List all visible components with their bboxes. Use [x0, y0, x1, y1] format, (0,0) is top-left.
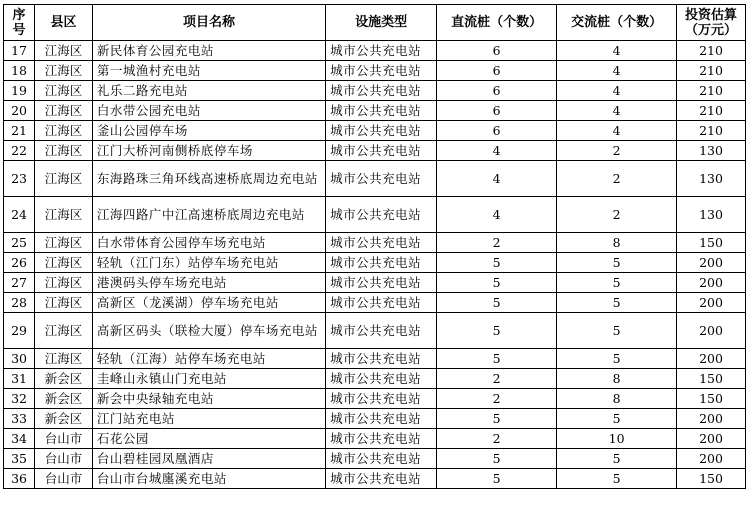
cell-investment: 130	[677, 141, 746, 161]
cell-ac-count: 4	[557, 101, 677, 121]
cell-ac-count: 4	[557, 61, 677, 81]
cell-county: 江海区	[35, 161, 93, 197]
cell-project-name: 新会中央绿轴充电站	[92, 389, 325, 409]
table-row	[4, 389, 746, 409]
cell-seq: 32	[4, 389, 35, 409]
cell-investment: 150	[677, 389, 746, 409]
cell-project-name: 礼乐二路充电站	[92, 81, 325, 101]
cell-project-name: 港澳码头停车场充电站	[92, 273, 325, 293]
cell-facility-type: 城市公共充电站	[326, 449, 437, 469]
cell-seq: 30	[4, 349, 35, 369]
cell-county: 江海区	[35, 121, 93, 141]
cell-project-name: 轻轨（江海）站停车场充电站	[92, 349, 325, 369]
document-page	[3, 4, 746, 489]
cell-seq: 35	[4, 449, 35, 469]
cell-ac-count: 5	[557, 313, 677, 349]
cell-county: 新会区	[35, 369, 93, 389]
cell-dc-count: 2	[437, 233, 557, 253]
cell-dc-count: 5	[437, 469, 557, 489]
cell-dc-count: 6	[437, 61, 557, 81]
table-row	[4, 121, 746, 141]
cell-project-name: 新民体育公园充电站	[92, 41, 325, 61]
cell-investment: 200	[677, 429, 746, 449]
cell-investment: 210	[677, 121, 746, 141]
cell-ac-count: 2	[557, 141, 677, 161]
table-row	[4, 253, 746, 273]
cell-facility-type: 城市公共充电站	[326, 429, 437, 449]
table-row	[4, 161, 746, 197]
cell-seq: 24	[4, 197, 35, 233]
cell-facility-type: 城市公共充电站	[326, 389, 437, 409]
cell-investment: 210	[677, 101, 746, 121]
cell-ac-count: 4	[557, 81, 677, 101]
table-row	[4, 409, 746, 429]
cell-project-name: 东海路珠三角环线高速桥底周边充电站	[92, 161, 325, 197]
cell-ac-count: 2	[557, 197, 677, 233]
table-row	[4, 197, 746, 233]
table-row	[4, 313, 746, 349]
cell-investment: 200	[677, 449, 746, 469]
cell-ac-count: 5	[557, 293, 677, 313]
cell-project-name: 台山市台城廛溪充电站	[92, 469, 325, 489]
cell-dc-count: 5	[437, 293, 557, 313]
cell-dc-count: 5	[437, 253, 557, 273]
cell-county: 台山市	[35, 429, 93, 449]
cell-investment: 150	[677, 469, 746, 489]
cell-dc-count: 6	[437, 121, 557, 141]
cell-project-name: 轻轨（江门东）站停车场充电站	[92, 253, 325, 273]
cell-facility-type: 城市公共充电站	[326, 349, 437, 369]
cell-dc-count: 6	[437, 81, 557, 101]
cell-seq: 20	[4, 101, 35, 121]
cell-seq: 34	[4, 429, 35, 449]
cell-investment: 200	[677, 253, 746, 273]
cell-facility-type: 城市公共充电站	[326, 273, 437, 293]
cell-project-name: 江门站充电站	[92, 409, 325, 429]
header-dc-count: 直流桩（个数）	[437, 5, 557, 41]
cell-county: 江海区	[35, 41, 93, 61]
cell-facility-type: 城市公共充电站	[326, 61, 437, 81]
cell-facility-type: 城市公共充电站	[326, 41, 437, 61]
cell-dc-count: 5	[437, 273, 557, 293]
table-row	[4, 141, 746, 161]
table-row	[4, 81, 746, 101]
cell-seq: 27	[4, 273, 35, 293]
cell-project-name: 台山碧桂园凤凰酒店	[92, 449, 325, 469]
cell-investment: 200	[677, 293, 746, 313]
cell-county: 江海区	[35, 313, 93, 349]
cell-seq: 26	[4, 253, 35, 273]
cell-dc-count: 2	[437, 389, 557, 409]
table-row	[4, 233, 746, 253]
cell-ac-count: 2	[557, 161, 677, 197]
table-row	[4, 449, 746, 469]
cell-investment: 210	[677, 81, 746, 101]
cell-project-name: 高新区码头（联检大厦）停车场充电站	[92, 313, 325, 349]
cell-dc-count: 5	[437, 349, 557, 369]
cell-facility-type: 城市公共充电站	[326, 121, 437, 141]
cell-investment: 210	[677, 41, 746, 61]
cell-county: 江海区	[35, 81, 93, 101]
cell-facility-type: 城市公共充电站	[326, 253, 437, 273]
cell-county: 江海区	[35, 61, 93, 81]
cell-project-name: 圭峰山永镇山门充电站	[92, 369, 325, 389]
cell-county: 江海区	[35, 349, 93, 369]
cell-seq: 36	[4, 469, 35, 489]
cell-seq: 18	[4, 61, 35, 81]
cell-dc-count: 6	[437, 101, 557, 121]
cell-investment: 210	[677, 61, 746, 81]
cell-seq: 25	[4, 233, 35, 253]
cell-dc-count: 4	[437, 197, 557, 233]
cell-ac-count: 5	[557, 409, 677, 429]
cell-county: 新会区	[35, 409, 93, 429]
cell-county: 江海区	[35, 293, 93, 313]
table-row	[4, 429, 746, 449]
cell-seq: 21	[4, 121, 35, 141]
cell-seq: 23	[4, 161, 35, 197]
cell-project-name: 第一城渔村充电站	[92, 61, 325, 81]
cell-seq: 29	[4, 313, 35, 349]
cell-project-name: 白水带体育公园停车场充电站	[92, 233, 325, 253]
cell-ac-count: 5	[557, 469, 677, 489]
cell-ac-count: 4	[557, 41, 677, 61]
cell-county: 江海区	[35, 101, 93, 121]
header-county: 县区	[35, 5, 93, 41]
table-row	[4, 369, 746, 389]
cell-county: 台山市	[35, 449, 93, 469]
header-ac-count: 交流桩（个数）	[557, 5, 677, 41]
cell-county: 台山市	[35, 469, 93, 489]
cell-county: 江海区	[35, 197, 93, 233]
cell-seq: 31	[4, 369, 35, 389]
cell-dc-count: 5	[437, 409, 557, 429]
charging-station-table	[3, 4, 746, 489]
cell-seq: 17	[4, 41, 35, 61]
header-seq: 序 号	[4, 5, 35, 41]
cell-facility-type: 城市公共充电站	[326, 369, 437, 389]
cell-ac-count: 8	[557, 233, 677, 253]
cell-ac-count: 5	[557, 253, 677, 273]
cell-ac-count: 8	[557, 389, 677, 409]
cell-dc-count: 2	[437, 429, 557, 449]
cell-ac-count: 5	[557, 349, 677, 369]
cell-ac-count: 8	[557, 369, 677, 389]
cell-project-name: 釜山公园停车场	[92, 121, 325, 141]
cell-dc-count: 5	[437, 313, 557, 349]
cell-investment: 200	[677, 273, 746, 293]
table-row	[4, 293, 746, 313]
cell-facility-type: 城市公共充电站	[326, 233, 437, 253]
cell-investment: 150	[677, 233, 746, 253]
cell-investment: 150	[677, 369, 746, 389]
cell-ac-count: 5	[557, 273, 677, 293]
table-body	[4, 41, 746, 489]
cell-facility-type: 城市公共充电站	[326, 409, 437, 429]
cell-dc-count: 4	[437, 161, 557, 197]
table-row	[4, 273, 746, 293]
cell-facility-type: 城市公共充电站	[326, 81, 437, 101]
cell-facility-type: 城市公共充电站	[326, 313, 437, 349]
table-header	[4, 5, 746, 41]
cell-project-name: 白水带公园充电站	[92, 101, 325, 121]
table-row	[4, 349, 746, 369]
cell-facility-type: 城市公共充电站	[326, 197, 437, 233]
cell-project-name: 江门大桥河南侧桥底停车场	[92, 141, 325, 161]
cell-project-name: 高新区（龙溪湖）停车场充电站	[92, 293, 325, 313]
cell-facility-type: 城市公共充电站	[326, 293, 437, 313]
table-row	[4, 469, 746, 489]
table-row	[4, 101, 746, 121]
header-investment: 投资估算 （万元）	[677, 5, 746, 41]
cell-investment: 200	[677, 409, 746, 429]
table-row	[4, 41, 746, 61]
cell-seq: 28	[4, 293, 35, 313]
cell-dc-count: 2	[437, 369, 557, 389]
header-project-name: 项目名称	[92, 5, 325, 41]
cell-dc-count: 6	[437, 41, 557, 61]
header-facility-type: 设施类型	[326, 5, 437, 41]
cell-project-name: 石花公园	[92, 429, 325, 449]
cell-investment: 130	[677, 197, 746, 233]
cell-ac-count: 10	[557, 429, 677, 449]
cell-county: 江海区	[35, 253, 93, 273]
cell-seq: 19	[4, 81, 35, 101]
cell-investment: 200	[677, 313, 746, 349]
cell-county: 江海区	[35, 273, 93, 293]
cell-project-name: 江海四路广中江高速桥底周边充电站	[92, 197, 325, 233]
cell-facility-type: 城市公共充电站	[326, 141, 437, 161]
cell-county: 江海区	[35, 141, 93, 161]
cell-ac-count: 5	[557, 449, 677, 469]
cell-investment: 200	[677, 349, 746, 369]
cell-county: 新会区	[35, 389, 93, 409]
cell-facility-type: 城市公共充电站	[326, 469, 437, 489]
cell-seq: 22	[4, 141, 35, 161]
cell-investment: 130	[677, 161, 746, 197]
table-row	[4, 61, 746, 81]
cell-ac-count: 4	[557, 121, 677, 141]
cell-facility-type: 城市公共充电站	[326, 161, 437, 197]
cell-seq: 33	[4, 409, 35, 429]
cell-dc-count: 5	[437, 449, 557, 469]
cell-dc-count: 4	[437, 141, 557, 161]
cell-county: 江海区	[35, 233, 93, 253]
cell-facility-type: 城市公共充电站	[326, 101, 437, 121]
